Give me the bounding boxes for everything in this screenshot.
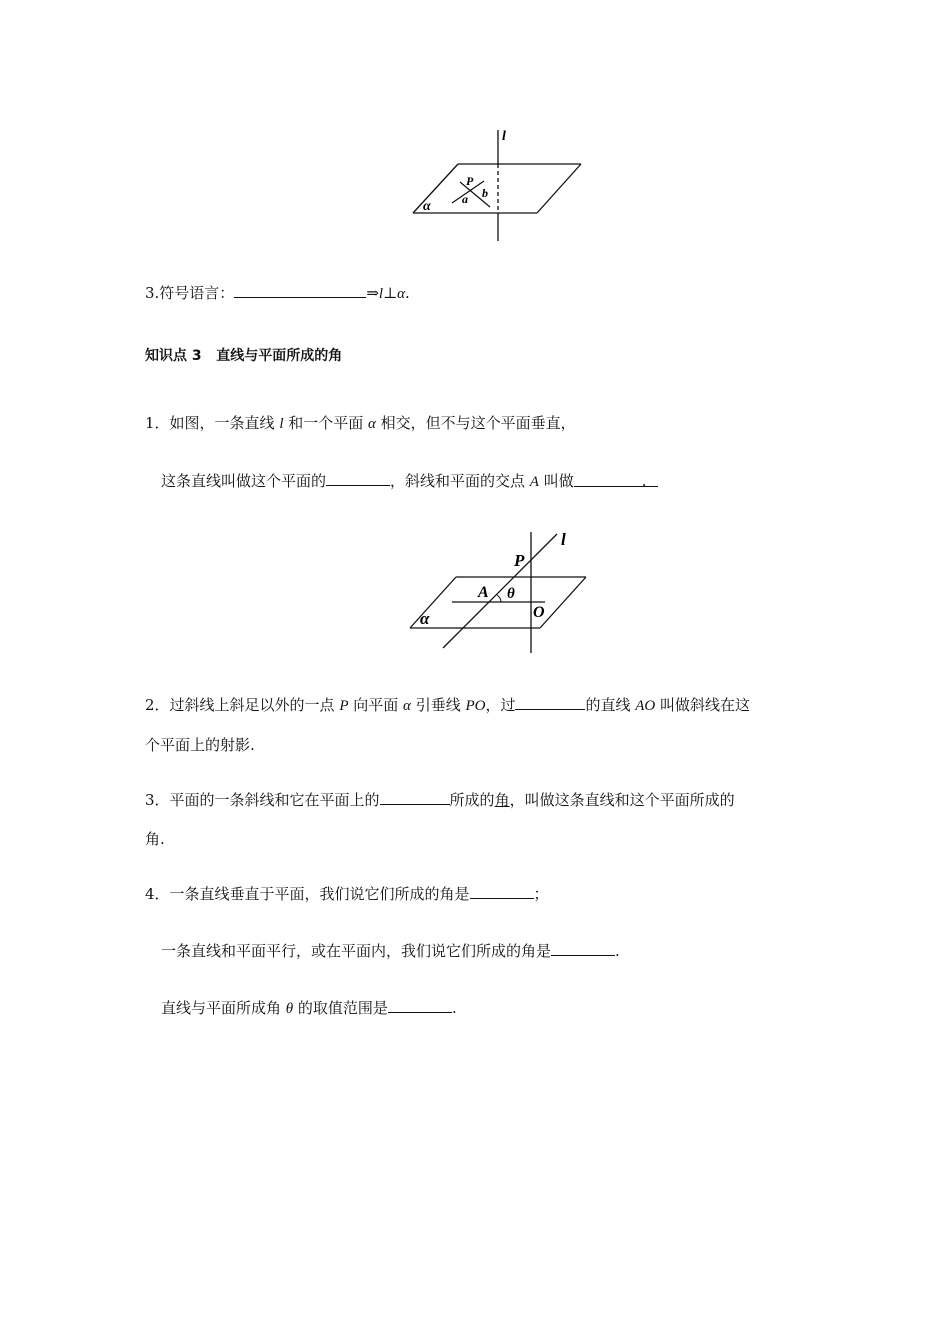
section-label: 知识点 3 — [145, 348, 202, 364]
period: . — [641, 472, 647, 490]
var-alpha: α — [368, 416, 376, 432]
var-alpha: α — [397, 286, 406, 302]
text: 叫做 — [538, 472, 574, 490]
var-l: l — [279, 416, 284, 432]
p2-line1 — [145, 694, 750, 716]
section-title: 直线与平面所成的角 — [216, 348, 343, 364]
p4-line3 — [161, 997, 457, 1019]
text: ； — [533, 885, 549, 903]
label-P: P — [514, 551, 525, 570]
text: ，叫做这条直线和这个平面所成的 — [509, 791, 735, 809]
var-l: l — [378, 286, 384, 302]
var-P: P — [339, 698, 349, 714]
label-O: O — [533, 604, 545, 621]
text: 相交，但不与这个平面垂直， — [375, 414, 576, 432]
label-l: l — [561, 530, 566, 549]
label-alpha: α — [420, 609, 430, 628]
text: 这条直线叫做这个平面的 — [161, 472, 327, 490]
period: . — [405, 284, 410, 302]
text: 3．平面的一条斜线和它在平面上的 — [145, 791, 380, 809]
text: 和一个平面 — [283, 414, 369, 432]
text: 角. — [145, 830, 165, 848]
label-a: a — [462, 192, 468, 206]
text: 2．过斜线上斜足以外的一点 — [145, 696, 340, 714]
text: 所成的 — [449, 791, 495, 809]
text: 4．一条直线垂直于平面，我们说它们所成的角是 — [145, 885, 470, 903]
answer-blank[interactable] — [470, 883, 534, 899]
p2-line2 — [145, 735, 255, 755]
text: 向平面 — [348, 696, 404, 714]
var-AO: AO — [635, 698, 656, 714]
text: ，斜线和平面的交点 — [390, 472, 530, 490]
p3-line1 — [145, 789, 735, 810]
text: 1．如图，一条直线 — [145, 414, 280, 432]
label-b: b — [482, 186, 488, 200]
var-theta: θ — [285, 1001, 294, 1017]
p4-line2 — [161, 940, 620, 961]
angle-arc — [497, 595, 501, 602]
label-alpha: α — [423, 199, 431, 214]
text: 的取值范围是 — [293, 999, 388, 1017]
text: 个平面上的射影. — [145, 736, 255, 754]
label-A: A — [478, 584, 489, 601]
text: 叫做斜线在这 — [655, 696, 751, 714]
plane-edge-right — [540, 577, 586, 628]
text: ，过 — [485, 696, 516, 714]
answer-blank[interactable] — [551, 940, 615, 956]
text: . — [451, 999, 457, 1017]
label-theta: θ — [507, 586, 515, 602]
text: 引垂线 — [410, 696, 466, 714]
plane-edge-left — [410, 577, 456, 628]
text: 的直线 — [585, 696, 636, 714]
oblique-line-l — [443, 534, 557, 648]
answer-blank[interactable] — [515, 694, 585, 710]
perp-symbol: ⊥ — [383, 284, 398, 302]
answer-blank[interactable] — [380, 789, 450, 805]
p3-line2 — [145, 829, 165, 849]
text: 一条直线和平面平行，或在平面内，我们说它们所成的角是 — [161, 942, 552, 960]
text: . — [615, 942, 620, 960]
symbol-prefix: 3.符号语言： — [145, 284, 235, 302]
text: 直线与平面所成角 — [161, 999, 286, 1017]
answer-blank[interactable] — [388, 997, 452, 1013]
underlined-text: 角 — [494, 791, 510, 809]
p4-line1 — [145, 883, 549, 904]
label-P: P — [466, 174, 474, 188]
var-alpha: α — [403, 698, 411, 714]
var-A: A — [529, 474, 539, 490]
label-l: l — [502, 129, 506, 144]
implies-symbol: ⇒ — [366, 284, 379, 302]
var-PO: PO — [465, 698, 486, 714]
